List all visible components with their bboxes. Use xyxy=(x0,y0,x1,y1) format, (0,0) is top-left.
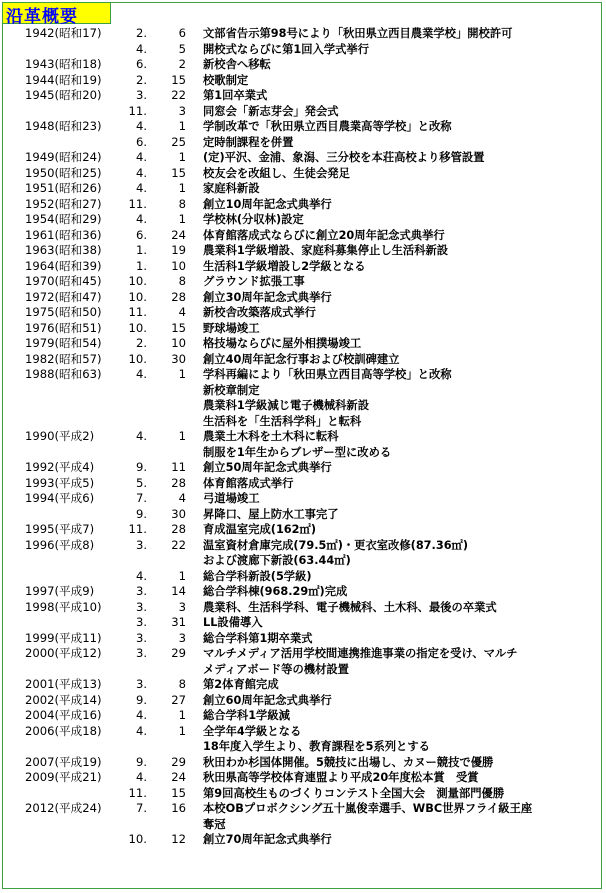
history-panel xyxy=(2,2,602,889)
history-row xyxy=(3,662,601,678)
month-label: 11. xyxy=(128,785,147,800)
event-text: 開校式ならびに第1回入学式挙行 xyxy=(203,42,370,56)
year-label: 1995(平成7) xyxy=(25,522,95,536)
history-row xyxy=(3,553,601,569)
year-label: 1988(昭和63) xyxy=(25,367,102,381)
year-label: 1944(昭和19) xyxy=(25,72,102,87)
year-label: 1997(平成9) xyxy=(25,584,95,598)
event-text: 総合学科新設(5学級) xyxy=(203,569,312,583)
history-row xyxy=(3,460,601,476)
event-text: 農業科1学級減じ電子機械科新設 xyxy=(203,399,370,412)
day-label: 28 xyxy=(171,289,186,304)
month-label: 4. xyxy=(135,119,147,133)
day-label: 6 xyxy=(178,26,186,40)
event-text: 体育館落成式挙行 xyxy=(203,476,294,490)
event-text: 全学年4学級となる xyxy=(203,724,302,738)
event-text: (定)平沢、金浦、象潟、三分校を本荘高校より移管設置 xyxy=(203,151,485,164)
day-label: 24 xyxy=(171,227,186,242)
day-label: 14 xyxy=(171,584,186,598)
history-row xyxy=(3,305,601,321)
day-label: 22 xyxy=(171,88,186,102)
event-text: 18年度入学生より、教育課程を5系列とする xyxy=(203,740,430,753)
history-row xyxy=(3,181,601,197)
event-text: 創立70周年記念式典挙行 xyxy=(203,833,332,846)
month-label: 11. xyxy=(128,103,147,118)
event-text: 昇降口、屋上防水工事完了 xyxy=(203,507,339,521)
day-label: 30 xyxy=(171,351,186,366)
event-text: 創立50周年記念式典挙行 xyxy=(203,461,332,474)
year-label: 1952(昭和27) xyxy=(25,196,102,211)
history-row xyxy=(3,491,601,507)
history-row xyxy=(3,290,601,306)
event-text: 文部省告示第98号により「秋田県立西目農業学校」開校許可 xyxy=(203,27,513,40)
month-label: 7. xyxy=(135,801,147,815)
year-label: 1943(昭和18) xyxy=(25,57,102,71)
year-label: 1979(昭和54) xyxy=(25,336,102,350)
month-label: 6. xyxy=(135,134,147,149)
month-label: 11. xyxy=(128,196,147,211)
day-label: 1 xyxy=(178,708,186,722)
event-text: 総合学科第1期卒業式 xyxy=(203,631,313,645)
event-text: 農業土木科を土木科に転科 xyxy=(203,430,339,443)
history-row xyxy=(3,119,601,135)
event-text: 学科再編により「秋田県立西目高等学校」と改称 xyxy=(203,368,452,381)
month-label: 3. xyxy=(135,677,147,691)
day-label: 10 xyxy=(171,336,186,350)
day-label: 15 xyxy=(171,72,186,87)
day-label: 28 xyxy=(171,522,186,536)
year-label: 1954(昭和29) xyxy=(25,212,102,226)
day-label: 24 xyxy=(171,770,186,784)
day-label: 2 xyxy=(178,57,186,71)
year-label: 1990(平成2) xyxy=(25,429,95,443)
day-label: 16 xyxy=(171,801,186,815)
year-label: 2000(平成12) xyxy=(25,646,102,660)
history-row xyxy=(3,135,601,151)
month-label: 9. xyxy=(135,460,147,474)
day-label: 29 xyxy=(171,646,186,660)
history-row xyxy=(3,104,601,120)
day-label: 3 xyxy=(178,599,186,614)
event-text: 創立10周年記念式典挙行 xyxy=(203,197,332,211)
day-label: 1 xyxy=(178,212,186,226)
year-label: 1951(昭和26) xyxy=(25,181,102,195)
year-label: 1950(昭和25) xyxy=(25,165,102,180)
year-label: 1994(平成6) xyxy=(25,491,95,505)
year-label: 1999(平成11) xyxy=(25,630,102,645)
month-label: 4. xyxy=(135,165,147,180)
day-label: 10 xyxy=(171,258,186,273)
month-label: 4. xyxy=(135,367,147,381)
event-text: 農業科1学級増設、家庭科募集停止し生活科新設 xyxy=(203,244,449,257)
event-text: 制服を1年生からブレザー型に改める xyxy=(203,445,392,459)
event-text: 温室資材倉庫完成(79.5㎡)・更衣室改修(87.36㎡) xyxy=(203,538,469,552)
day-label: 1 xyxy=(178,367,186,381)
month-label: 2. xyxy=(135,26,147,40)
event-text: 家庭科新設 xyxy=(203,182,260,195)
year-label: 1998(平成10) xyxy=(25,599,102,614)
history-row xyxy=(3,88,601,104)
day-label: 5 xyxy=(178,41,186,56)
event-text: マルチメディア活用学校間連携推進事業の指定を受け、マルチ xyxy=(203,647,518,660)
year-label: 1961(昭和36) xyxy=(25,227,102,242)
day-label: 15 xyxy=(171,785,186,800)
event-text: 野球場竣工 xyxy=(203,321,260,335)
month-label: 3. xyxy=(135,630,147,645)
event-text: 育成温室完成(162㎡) xyxy=(203,523,316,536)
event-text: 秋田わか杉国体開催。5競技に出場し、カヌー競技で優勝 xyxy=(203,755,494,769)
event-text: 新校章制定 xyxy=(203,383,260,397)
event-text: 校歌制定 xyxy=(203,73,249,87)
day-label: 12 xyxy=(171,832,186,846)
history-row xyxy=(3,274,601,290)
month-label: 4. xyxy=(135,212,147,226)
year-label: 1992(平成4) xyxy=(25,460,95,474)
history-row xyxy=(3,770,601,786)
year-label: 2006(平成18) xyxy=(25,723,102,738)
month-label: 4. xyxy=(135,429,147,443)
history-row xyxy=(3,321,601,337)
day-label: 28 xyxy=(171,475,186,490)
event-text: LL設備導入 xyxy=(203,616,263,629)
history-row xyxy=(3,166,601,182)
event-text: 創立30周年記念式典挙行 xyxy=(203,290,332,304)
month-label: 6. xyxy=(135,57,147,71)
month-label: 11. xyxy=(128,305,147,319)
year-label: 2001(平成13) xyxy=(25,677,102,691)
history-row xyxy=(3,631,601,647)
month-label: 3. xyxy=(135,88,147,102)
year-label: 2004(平成16) xyxy=(25,708,102,722)
history-row xyxy=(3,584,601,600)
history-row xyxy=(3,832,601,848)
history-row xyxy=(3,228,601,244)
history-row xyxy=(3,367,601,383)
event-text: グラウンド拡張工事 xyxy=(203,275,305,288)
event-text: 体育館落成式ならびに創立20周年記念式典挙行 xyxy=(203,228,445,242)
month-label: 3. xyxy=(135,646,147,660)
month-label: 4. xyxy=(135,708,147,722)
event-text: 秋田県高等学校体育連盟より平成20年度松本賞 受賞 xyxy=(203,771,479,784)
month-label: 9. xyxy=(135,692,147,707)
year-label: 1976(昭和51) xyxy=(25,320,102,335)
year-label: 1982(昭和57) xyxy=(25,351,102,366)
day-label: 1 xyxy=(178,429,186,443)
year-label: 1948(昭和23) xyxy=(25,119,102,133)
history-row xyxy=(3,739,601,755)
year-label: 2009(平成21) xyxy=(25,770,102,784)
month-label: 10. xyxy=(128,274,147,288)
month-label: 3. xyxy=(135,537,147,552)
day-label: 15 xyxy=(171,320,186,335)
month-label: 1. xyxy=(135,243,147,257)
month-label: 3. xyxy=(135,615,147,629)
event-text: 校友会を改組し、生徒会発足 xyxy=(203,166,350,180)
month-label: 3. xyxy=(135,584,147,598)
month-label: 4. xyxy=(135,770,147,784)
event-text: 第1回卒業式 xyxy=(203,89,268,102)
year-label: 1963(昭和38) xyxy=(25,243,102,257)
history-row xyxy=(3,817,601,833)
month-label: 4. xyxy=(135,41,147,56)
day-label: 11 xyxy=(171,460,186,474)
day-label: 22 xyxy=(171,537,186,552)
title-bar xyxy=(3,3,111,27)
year-label: 2007(平成19) xyxy=(25,754,102,769)
history-row xyxy=(3,615,601,631)
event-text: 総合学科棟(968.29㎡)完成 xyxy=(203,585,348,598)
month-label: 11. xyxy=(128,522,147,536)
history-row xyxy=(3,507,601,523)
year-label: 1975(昭和50) xyxy=(25,305,102,319)
history-row xyxy=(3,259,601,275)
history-list xyxy=(3,26,601,848)
month-label: 7. xyxy=(135,491,147,505)
history-row xyxy=(3,57,601,73)
month-label: 6. xyxy=(135,227,147,242)
day-label: 15 xyxy=(171,165,186,180)
event-text: 生活科を「生活科学科」と転科 xyxy=(203,414,362,428)
event-text: 弓道場竣工 xyxy=(203,492,260,505)
day-label: 1 xyxy=(178,181,186,195)
year-label: 1964(昭和39) xyxy=(25,258,102,273)
history-row xyxy=(3,398,601,414)
day-label: 8 xyxy=(178,677,186,691)
day-label: 1 xyxy=(178,119,186,133)
event-text: 新校舎へ移転 xyxy=(203,58,271,71)
history-row xyxy=(3,383,601,399)
day-label: 4 xyxy=(178,305,186,319)
month-label: 10. xyxy=(128,320,147,335)
month-label: 9. xyxy=(135,754,147,769)
year-label: 1945(昭和20) xyxy=(25,88,102,102)
year-label: 1972(昭和47) xyxy=(25,289,102,304)
day-label: 19 xyxy=(171,243,186,257)
history-row xyxy=(3,538,601,554)
history-row xyxy=(3,755,601,771)
history-row xyxy=(3,677,601,693)
day-label: 8 xyxy=(178,196,186,211)
month-label: 4. xyxy=(135,568,147,583)
page-title: 沿革概要 xyxy=(6,7,78,27)
month-label: 10. xyxy=(128,832,147,846)
event-text: 学校林(分収林)設定 xyxy=(203,213,304,226)
event-text: 新校舎改築落成式挙行 xyxy=(203,306,316,319)
history-row xyxy=(3,26,601,42)
history-row xyxy=(3,73,601,89)
event-text: 創立40周年記念行事および校訓碑建立 xyxy=(203,352,400,366)
event-text: メディアボード等の機材設置 xyxy=(203,662,349,676)
event-text: 農業科、生活科学科、電子機械科、土木科、最後の卒業式 xyxy=(203,600,497,614)
month-label: 3. xyxy=(135,599,147,614)
event-text: 格技場ならびに屋外相撲場竣工 xyxy=(203,337,362,350)
year-label: 2002(平成14) xyxy=(25,692,102,707)
history-row xyxy=(3,569,601,585)
month-label: 1. xyxy=(135,258,147,273)
month-label: 9. xyxy=(135,506,147,521)
history-row xyxy=(3,724,601,740)
event-text: 奪冠 xyxy=(203,817,226,831)
month-label: 4. xyxy=(135,181,147,195)
history-row xyxy=(3,336,601,352)
month-label: 4. xyxy=(135,150,147,164)
month-label: 4. xyxy=(135,723,147,738)
day-label: 27 xyxy=(171,692,186,707)
year-label: 1993(平成5) xyxy=(25,475,95,490)
history-row xyxy=(3,801,601,817)
day-label: 4 xyxy=(178,491,186,505)
month-label: 10. xyxy=(128,351,147,366)
history-row xyxy=(3,243,601,259)
history-row xyxy=(3,476,601,492)
event-text: 本校OBプロボクシング五十嵐俊幸選手、WBC世界フライ級王座 xyxy=(203,802,533,815)
year-label: 1949(昭和24) xyxy=(25,150,102,164)
day-label: 30 xyxy=(171,506,186,521)
year-label: 1996(平成8) xyxy=(25,537,95,552)
history-row xyxy=(3,352,601,368)
event-text: および渡廊下新設(63.44㎡) xyxy=(203,554,351,567)
event-text: 創立60周年記念式典挙行 xyxy=(203,693,332,707)
history-row xyxy=(3,150,601,166)
history-row xyxy=(3,212,601,228)
day-label: 3 xyxy=(178,103,186,118)
month-label: 5. xyxy=(135,475,147,490)
day-label: 3 xyxy=(178,630,186,645)
year-label: 1970(昭和45) xyxy=(25,274,102,288)
day-label: 25 xyxy=(171,134,186,149)
history-row xyxy=(3,197,601,213)
history-row xyxy=(3,693,601,709)
event-text: 定時制課程を併置 xyxy=(203,135,294,149)
day-label: 8 xyxy=(178,274,186,288)
history-row xyxy=(3,429,601,445)
history-row xyxy=(3,646,601,662)
event-text: 総合学科1学級減 xyxy=(203,709,290,722)
month-label: 2. xyxy=(135,72,147,87)
history-row xyxy=(3,708,601,724)
day-label: 29 xyxy=(171,754,186,769)
history-row xyxy=(3,786,601,802)
history-row xyxy=(3,414,601,430)
year-label: 2012(平成24) xyxy=(25,801,102,815)
day-label: 1 xyxy=(178,568,186,583)
month-label: 2. xyxy=(135,336,147,350)
year-label: 1942(昭和17) xyxy=(25,26,102,40)
history-row xyxy=(3,42,601,58)
event-text: 学制改革で「秋田県立西目農業高等学校」と改称 xyxy=(203,120,452,133)
event-text: 同窓会「新志芽会」発会式 xyxy=(203,104,339,118)
day-label: 1 xyxy=(178,723,186,738)
event-text: 生活科1学級増設し2学級となる xyxy=(203,259,366,273)
day-label: 31 xyxy=(171,615,186,629)
day-label: 1 xyxy=(178,150,186,164)
event-text: 第2体育館完成 xyxy=(203,678,279,691)
history-row xyxy=(3,522,601,538)
history-row xyxy=(3,445,601,461)
month-label: 10. xyxy=(128,289,147,304)
event-text: 第9回高校生ものづくりコンテスト全国大会 測量部門優勝 xyxy=(203,786,505,800)
history-row xyxy=(3,600,601,616)
